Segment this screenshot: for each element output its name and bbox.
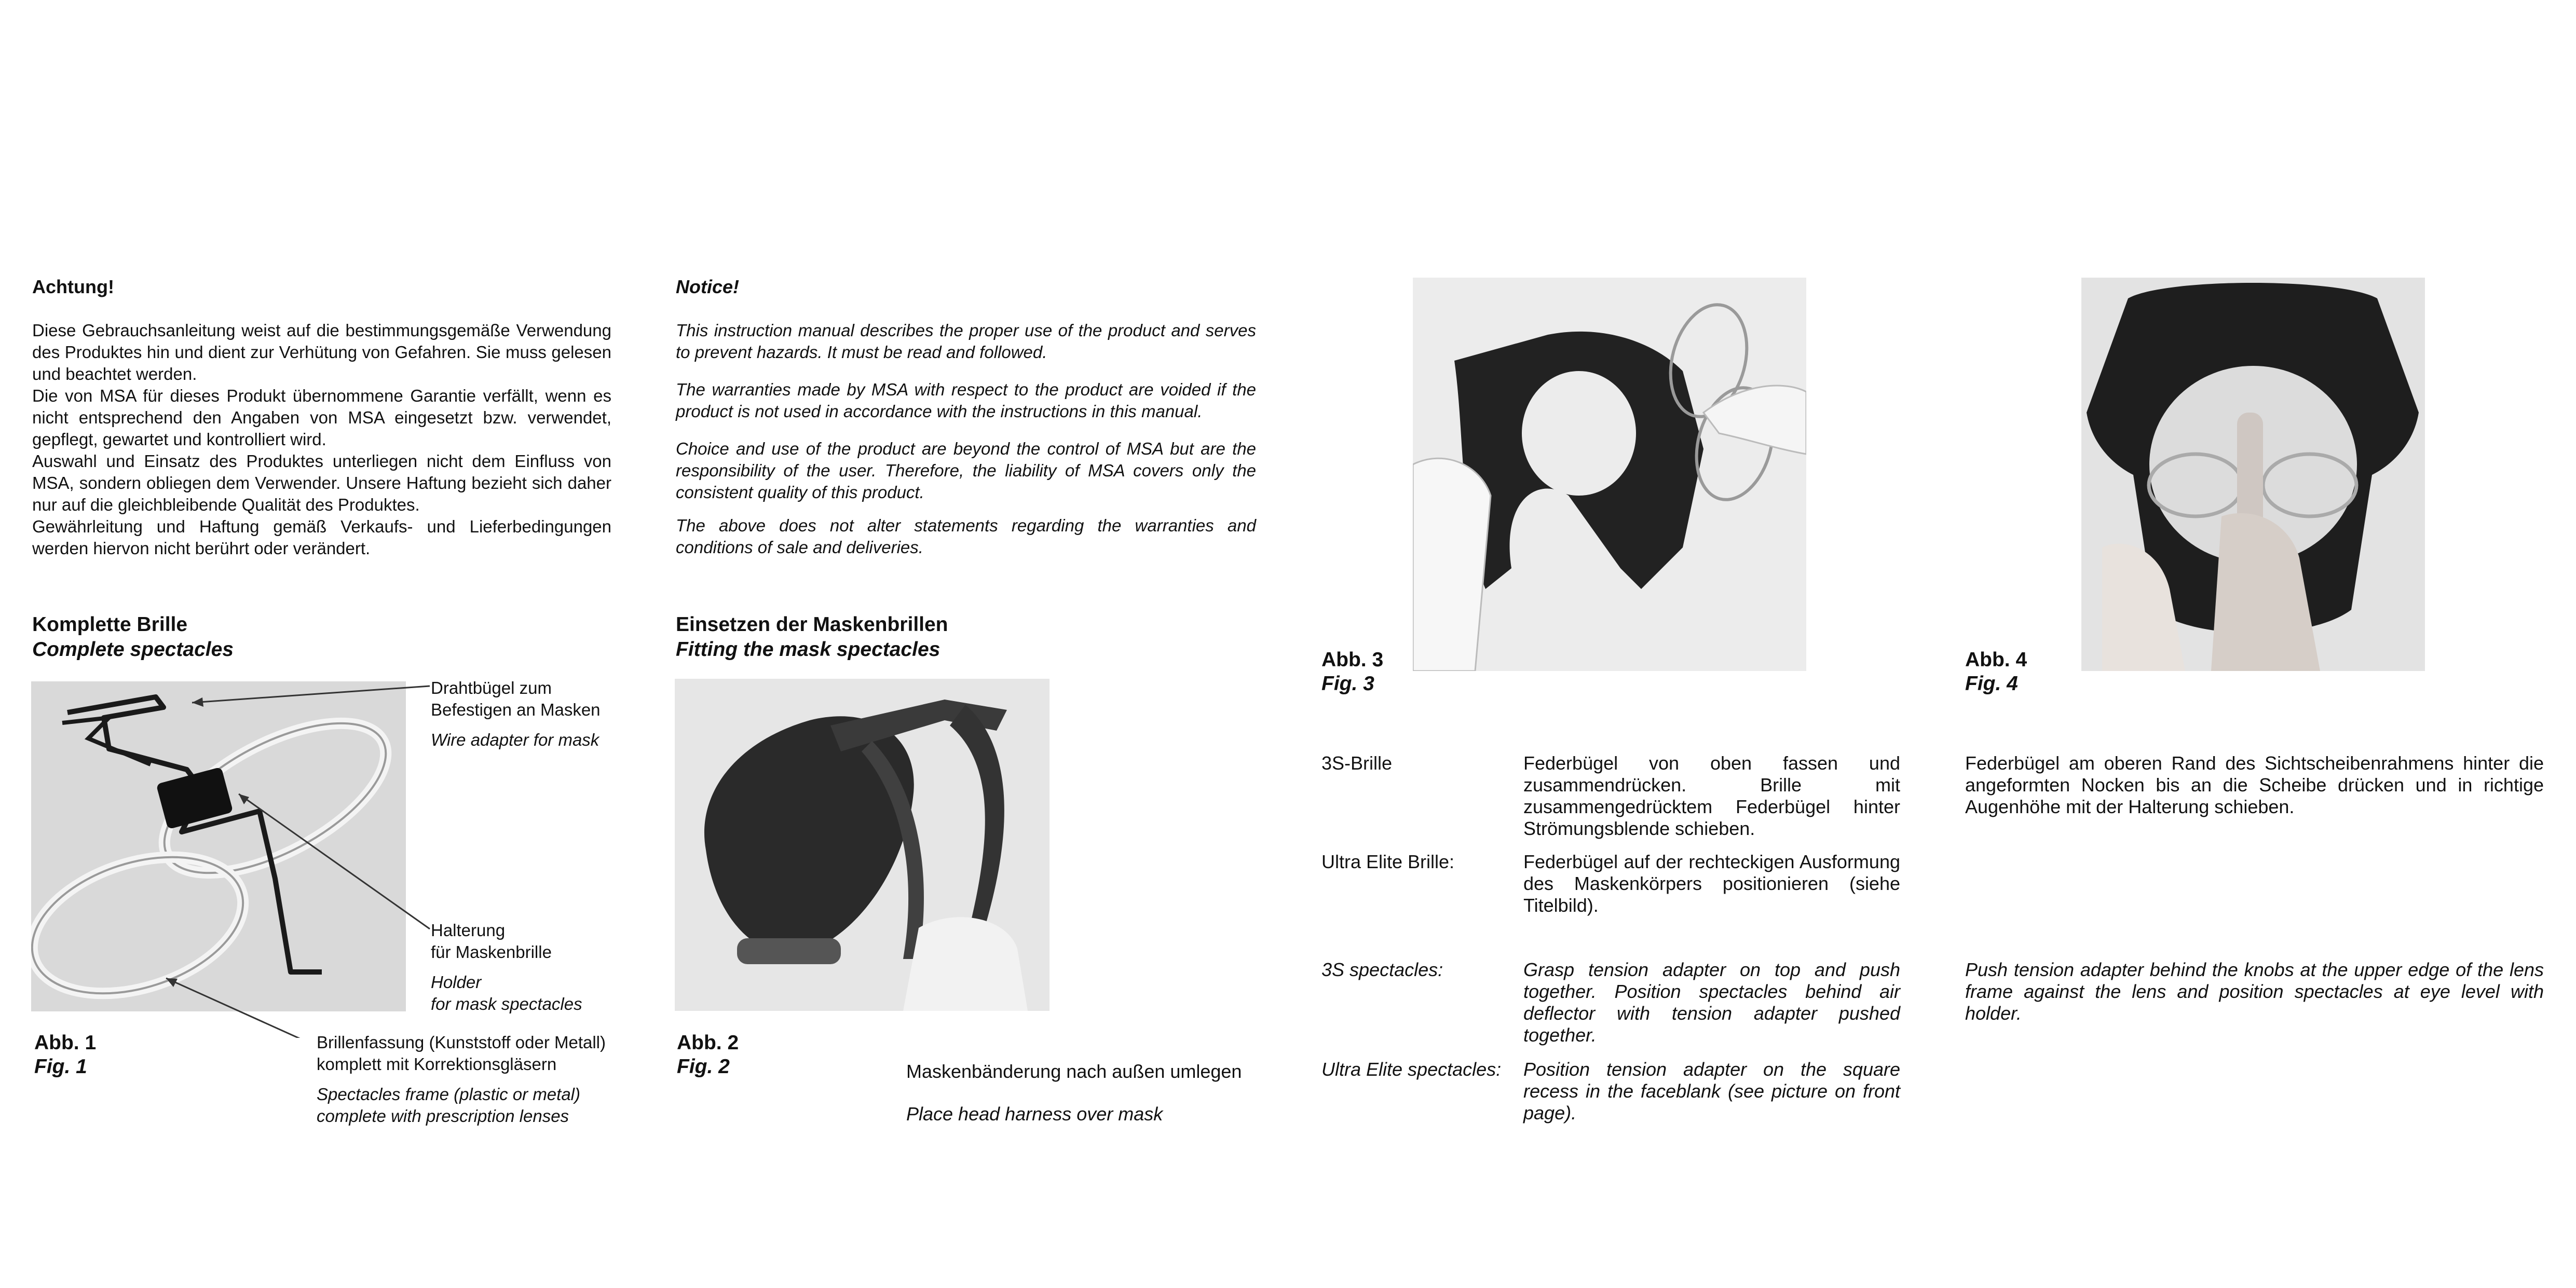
fig4-text-en: Push tension adapter behind the knobs at the upper edge of the lens frame against the lens and position spectacles at eye level with holder.	[1965, 959, 2544, 1024]
row-ultra-label-en: Ultra Elite spectacles:	[1321, 1059, 1502, 1080]
achtung-paragraph-4: Gewährleitung und Haftung gemäß Verkaufs- und Lieferbedingungen werden hiervon nicht berührt oder verändert.	[32, 517, 611, 558]
fig3-label-de: Abb. 3	[1321, 649, 1384, 671]
fitting-title-de: Einsetzen der Maskenbrillen	[676, 613, 948, 636]
fig4-photo	[2081, 278, 2425, 671]
notice-paragraph-4: The above does not alter statements regarding the warranties and conditions of sale and deliveries.	[676, 516, 1256, 557]
achtung-paragraph-1: Diese Gebrauchsanleitung weist auf die bestimmungsgemäße Verwendung des Produktes hin und dient zur Verhütung von Gefahren. Sie muss gelesen und beachtet werden.	[32, 321, 611, 383]
callout-wire-adapter-de-1: Drahtbügel zum	[431, 678, 552, 697]
achtung-paragraph-3: Auswahl und Einsatz des Produktes unterliegen nicht dem Einfluss von MSA, sondern obliegen dem Verwender. Unsere Haftung bezieht sich daher nur auf die gleichbleibende Qualität des Produktes.	[32, 451, 611, 514]
callout-wire-adapter-en: Wire adapter for mask	[431, 730, 599, 749]
row-ultra-label-de: Ultra Elite Brille:	[1321, 851, 1455, 872]
fig4-text-de: Federbügel am oberen Rand des Sichtscheibenrahmens hinter die angeformten Nocken bis an die Scheibe drücken und in richtige Augenhöhe mit der Halterung schieben.	[1965, 752, 2544, 817]
callout-holder-en-1: Holder	[431, 972, 482, 992]
fig4-label-en: Fig. 4	[1965, 673, 2018, 695]
callout-frame-en-1: Spectacles frame (plastic or metal)	[317, 1085, 581, 1104]
section-title-de: Komplette Brille	[32, 613, 188, 636]
row-3s-text-en: Grasp tension adapter on top and push together. Position spectacles behind air deflector with tension adapter pushed together.	[1523, 959, 1900, 1046]
fig3-photo	[1413, 278, 1806, 671]
achtung-paragraph-2: Die von MSA für dieses Produkt übernommene Garantie verfällt, wenn es nicht entsprechend den Angaben von MSA eingesetzt bzw. verwendet, gepflegt, gewartet und kontrolliert wird.	[32, 386, 611, 449]
achtung-title: Achtung!	[32, 276, 114, 297]
callout-holder-de-2: für Maskenbrille	[431, 942, 552, 962]
fig2-caption-de: Maskenbänderung nach außen umlegen	[906, 1061, 1242, 1082]
callout-frame-de-1: Brillenfassung (Kunststoff oder Metall)	[317, 1033, 606, 1052]
callout-holder-en-2: for mask spectacles	[431, 994, 582, 1013]
fig3-illustration	[1413, 278, 1806, 671]
section-title-en: Complete spectacles	[32, 638, 234, 661]
notice-title: Notice!	[676, 276, 740, 297]
notice-paragraph-3: Choice and use of the product are beyond the control of MSA but are the responsibility of the user. Therefore, the liability of MSA covers only the consistent quality of this product.	[676, 439, 1256, 502]
mask-harness-illustration	[675, 679, 1050, 1011]
fig2-label-en: Fig. 2	[677, 1056, 730, 1078]
mask-harness-photo	[675, 679, 1050, 1011]
row-ultra-text-de: Federbügel auf der rechteckigen Ausformung des Maskenkörpers positionieren (siehe Titelbild).	[1523, 851, 1900, 916]
fig4-illustration	[2081, 278, 2425, 671]
callout-wire-adapter-de-2: Befestigen an Masken	[431, 700, 601, 719]
fig1-label-en: Fig. 1	[34, 1056, 87, 1078]
notice-paragraph-2: The warranties made by MSA with respect to the product are voided if the product is not used in accordance with the instructions in this manual.	[676, 380, 1256, 421]
fig2-caption-en: Place head harness over mask	[906, 1103, 1163, 1125]
row-3s-text-de: Federbügel von oben fassen und zusammendrücken. Brille mit zusammengedrücktem Federbügel hinter Strömungsblende schieben.	[1523, 752, 1900, 839]
callout-holder-de-1: Halterung	[431, 921, 506, 940]
row-ultra-text-en: Position tension adapter on the square recess in the faceblank (see picture on front page).	[1523, 1059, 1900, 1123]
fig1-label-de: Abb. 1	[34, 1032, 97, 1054]
fig3-label-en: Fig. 3	[1321, 673, 1374, 695]
callout-frame-en-2: complete with prescription lenses	[317, 1106, 569, 1126]
notice-paragraph-1: This instruction manual describes the proper use of the product and serves to prevent hazards. It must be read and followed.	[676, 321, 1256, 362]
callout-frame-de-2: komplett mit Korrektionsgläsern	[317, 1054, 557, 1074]
fitting-title-en: Fitting the mask spectacles	[676, 638, 941, 661]
row-3s-label-de: 3S-Brille	[1321, 752, 1393, 774]
fig4-label-de: Abb. 4	[1965, 649, 2027, 671]
row-3s-label-en: 3S spectacles:	[1321, 959, 1443, 980]
fig2-label-de: Abb. 2	[677, 1032, 739, 1054]
